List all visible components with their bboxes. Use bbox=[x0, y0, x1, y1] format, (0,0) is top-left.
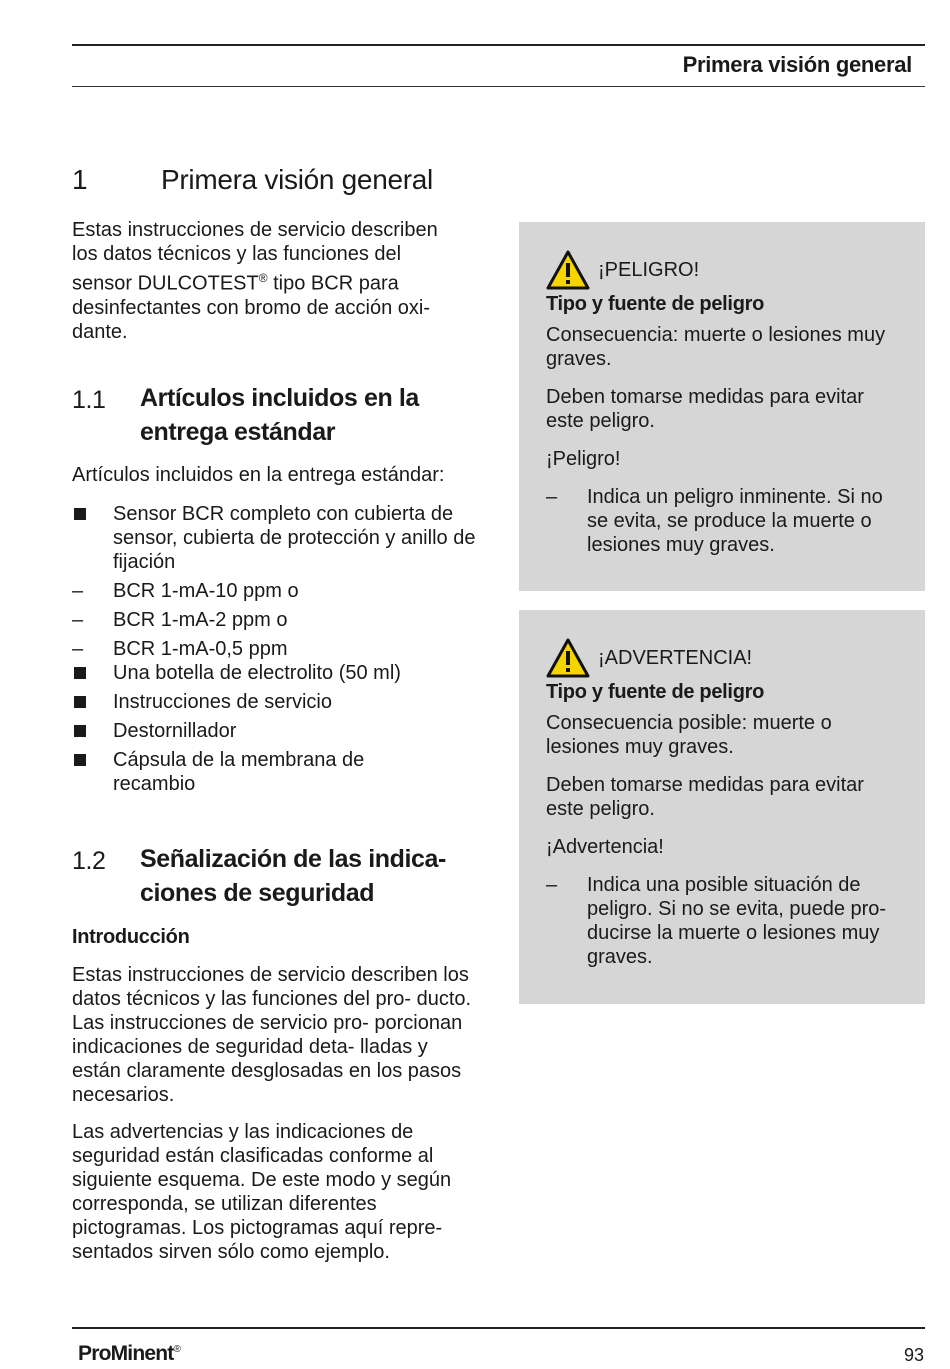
section-number: 1.2 bbox=[72, 847, 106, 875]
intro-line: los datos técnicos y las funciones del bbox=[72, 243, 402, 265]
list-item: Sensor BCR completo con cubierta de sensor, cubierta de protección y anillo de fijación – BCR 1-mA-10 ppm o – BCR 1-mA-2 ppm o – BCR 1-mA-0,5 ppm bbox=[72, 502, 482, 661]
section-heading-1-2 bbox=[72, 842, 482, 910]
chapter-title: Primera visión general bbox=[161, 164, 433, 195]
header-rule-bottom bbox=[72, 86, 925, 87]
sub-list-item: – BCR 1-mA-2 ppm o bbox=[72, 609, 288, 631]
intro-paragraph bbox=[72, 218, 482, 344]
danger-label: ¡Peligro! bbox=[546, 448, 621, 470]
intro-line: sensor DULCOTEST® tipo BCR para bbox=[72, 271, 399, 295]
warning-triangle-icon bbox=[546, 250, 590, 290]
list-item: Destornillador bbox=[72, 719, 482, 743]
warning-consequence: Consecuencia posible: muerte o lesiones muy graves. bbox=[546, 712, 832, 758]
bullet-square-icon bbox=[74, 754, 86, 766]
danger-meaning: – Indica un peligro inminente. Si no se evita, se produce la muerte o lesiones muy graves. bbox=[546, 486, 883, 556]
prominent-logo: ProMinent® bbox=[78, 1342, 181, 1365]
warning-title: Tipo y fuente de peligro bbox=[546, 681, 765, 703]
danger-signal-word: ¡PELIGRO! bbox=[598, 259, 700, 281]
chapter-number: 1 bbox=[72, 164, 88, 195]
list-item: Instrucciones de servicio bbox=[72, 690, 482, 714]
warning-measures: Deben tomarse medidas para evitar este peligro. bbox=[546, 774, 864, 820]
section-heading-1-1 bbox=[72, 381, 482, 449]
intro-line: dante. bbox=[72, 320, 128, 343]
list-item: Una botella de electrolito (50 ml) bbox=[72, 661, 482, 685]
delivery-items-list bbox=[72, 502, 482, 796]
subheading-introduction: Introducción bbox=[72, 926, 190, 948]
registered-mark: ® bbox=[258, 271, 268, 285]
warning-meaning: – Indica una posible situación de peligro. Si no se evita, puede pro- ducirse la muerte o lesiones muy graves. bbox=[546, 874, 887, 968]
danger-consequence: Consecuencia: muerte o lesiones muy graves. bbox=[546, 324, 886, 370]
section-title-line: Señalización de las indica- bbox=[140, 845, 446, 873]
bullet-square-icon bbox=[74, 725, 86, 737]
intro-line: desinfectantes con bromo de acción oxi- bbox=[72, 296, 430, 319]
intro-line: Estas instrucciones de servicio describen bbox=[72, 219, 438, 241]
warning-signal-word: ¡ADVERTENCIA! bbox=[598, 647, 753, 669]
sub-list-item: – BCR 1-mA-0,5 ppm bbox=[72, 638, 288, 660]
warning-triangle-icon bbox=[546, 638, 590, 678]
section-title-line: entrega estándar bbox=[140, 418, 336, 446]
bullet-square-icon bbox=[74, 696, 86, 708]
footer-rule bbox=[72, 1327, 925, 1329]
sensor-variants-list bbox=[72, 579, 482, 661]
danger-notice-box bbox=[519, 222, 925, 591]
section-title-line: Artículos incluidos en la bbox=[140, 384, 419, 412]
warning-label: ¡Advertencia! bbox=[546, 836, 664, 858]
warning-signal-line bbox=[546, 638, 905, 678]
running-header-title: Primera visión general bbox=[682, 52, 912, 77]
section-1-2-paragraph-2: Las advertencias y las indicaciones de seguridad están clasificadas conforme al siguiente esquema. De este modo y según corresponda, se utilizan diferentes pictogramas. Los pictogramas aquí repre- sentados sirven sólo como ejemplo. bbox=[72, 1121, 452, 1263]
danger-measures: Deben tomarse medidas para evitar este peligro. bbox=[546, 386, 864, 432]
danger-signal-line bbox=[546, 250, 905, 290]
list-item: Cápsula de la membrana de recambio bbox=[72, 748, 412, 796]
header-rule-top bbox=[72, 44, 925, 46]
warning-notice-box bbox=[519, 610, 925, 1004]
section-title-line: ciones de seguridad bbox=[140, 879, 375, 907]
section-1-2-paragraph-1: Estas instrucciones de servicio describen los datos técnicos y las funciones del pro- ducto. Las instrucciones de servicio pro- porcionan indicaciones de seguridad deta- lladas y están claramente desglosadas en los pasos necesarios. bbox=[72, 964, 472, 1106]
sub-list-item: – BCR 1-mA-10 ppm o bbox=[72, 580, 299, 602]
section-1-1-lead: Artículos incluidos en la entrega estándar: bbox=[72, 464, 445, 486]
bullet-square-icon bbox=[74, 667, 86, 679]
bullet-square-icon bbox=[74, 508, 86, 520]
section-number: 1.1 bbox=[72, 386, 106, 414]
chapter-heading bbox=[72, 164, 433, 196]
page-number: 93 bbox=[903, 1345, 924, 1365]
danger-title: Tipo y fuente de peligro bbox=[546, 293, 765, 315]
